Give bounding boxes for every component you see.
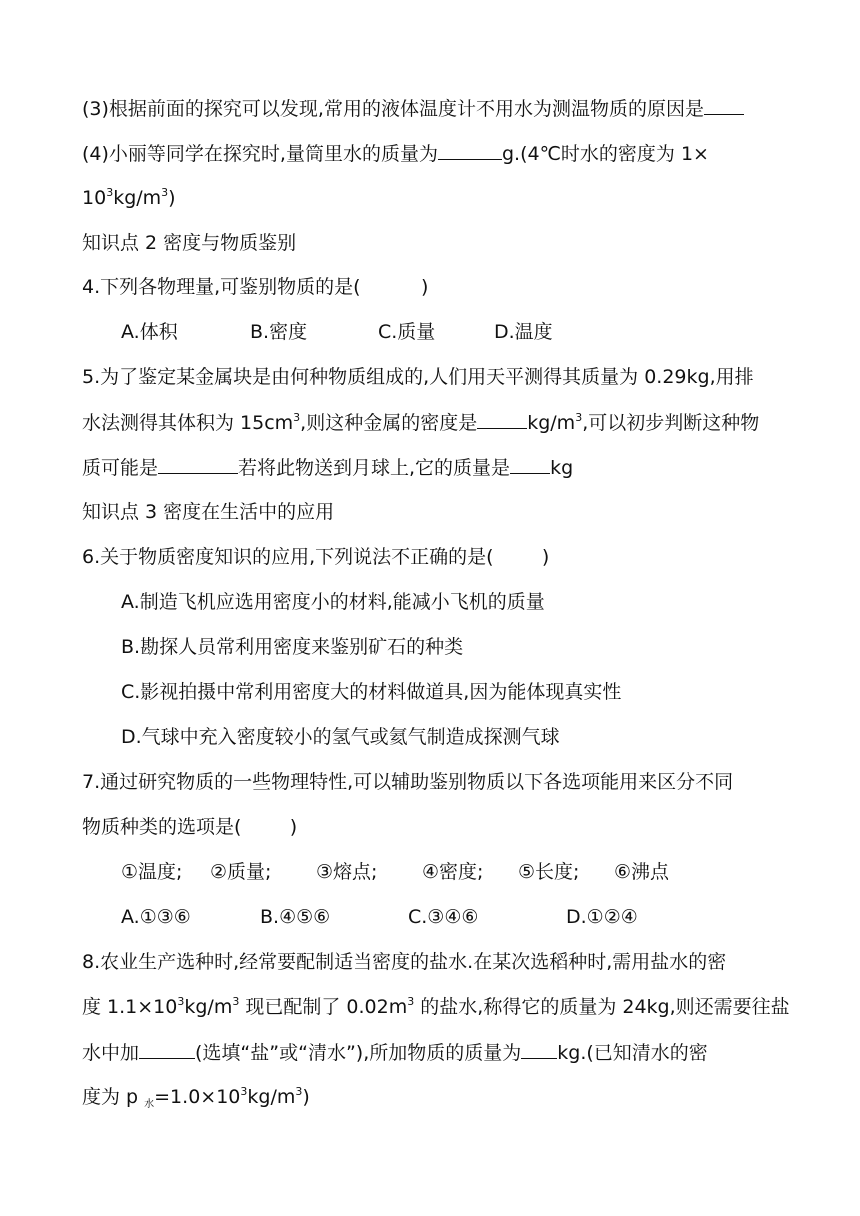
- q4-option-c[interactable]: C.质量: [378, 321, 436, 343]
- q8-line4: [82, 1085, 782, 1113]
- q3-part3-line: [82, 96, 782, 121]
- q7-prop-6: ⑥沸点: [614, 861, 670, 883]
- q7-option-d[interactable]: D.①②④: [566, 906, 638, 928]
- q6-stem: 6.关于物质密度知识的应用,下列说法不正确的是( ): [82, 546, 550, 568]
- q7-line1: 7.通过研究物质的一些物理特性,可以辅助鉴别物质以下各选项能用来区分不同: [82, 771, 734, 793]
- q6-option-d[interactable]: D.气球中充入密度较小的氢气或氦气制造成探测气球: [121, 726, 560, 748]
- superscript: 3: [407, 994, 415, 1008]
- q7-option-c[interactable]: C.③④⑥: [408, 906, 479, 928]
- superscript: 3: [177, 994, 185, 1008]
- q3-part4-line1: [82, 141, 782, 166]
- answer-blank[interactable]: [158, 455, 238, 474]
- section2-heading: 知识点 2 密度与物质鉴别: [82, 232, 297, 254]
- q7-prop-4: ④密度;: [422, 861, 484, 883]
- text-run: 度 1.1×10: [82, 996, 178, 1018]
- q7-prop-5: ⑤长度;: [518, 861, 580, 883]
- q5-line2: [82, 410, 782, 435]
- q3-part4-suffix: g.(4℃时水的密度为 1×: [501, 143, 709, 165]
- superscript: 3: [240, 1084, 248, 1098]
- text-run: ): [302, 1086, 310, 1108]
- text-run: ,可以初步判断这种物: [582, 412, 760, 434]
- text-run: 度为 p: [82, 1086, 145, 1108]
- text-run: kg/m: [527, 412, 576, 434]
- q7-line2: 物质种类的选项是( ): [82, 816, 298, 838]
- q4-option-a[interactable]: A.体积: [121, 321, 178, 343]
- text-run: 现已配制了 0.02m: [239, 996, 408, 1018]
- text-run: 若将此物送到月球上,它的质量是: [238, 457, 511, 479]
- superscript: 3: [161, 185, 169, 199]
- q5-line3: [82, 455, 782, 480]
- q7-prop-3: ③熔点;: [316, 861, 378, 883]
- text-run: ,则这种金属的密度是: [300, 412, 478, 434]
- text-run: 的盐水,称得它的质量为 24kg,则还需要往盐: [414, 996, 790, 1018]
- answer-blank[interactable]: [521, 1040, 557, 1059]
- q6-option-c[interactable]: C.影视拍摄中常利用密度大的材料做道具,因为能体现真实性: [121, 681, 622, 703]
- q7-option-a[interactable]: A.①③⑥: [121, 906, 191, 928]
- text-run: kg: [550, 457, 574, 479]
- subscript: 水: [144, 1099, 155, 1110]
- q6-option-a[interactable]: A.制造飞机应选用密度小的材料,能减小飞机的质量: [121, 591, 545, 613]
- answer-blank[interactable]: [139, 1040, 195, 1059]
- text-run: 水法测得其体积为 15cm: [82, 412, 294, 434]
- q7-prop-2: ②质量;: [210, 861, 272, 883]
- answer-blank[interactable]: [477, 410, 527, 429]
- text-run: kg/m: [247, 1086, 296, 1108]
- q3-part4-text: (4)小丽等同学在探究时,量筒里水的质量为: [82, 143, 438, 165]
- q3-part4-line2: [82, 186, 782, 210]
- q8-line3: [82, 1040, 782, 1065]
- q4-option-b[interactable]: B.密度: [250, 321, 308, 343]
- text-run: (选填“盐”或“清水”),所加物质的质量为: [195, 1042, 522, 1064]
- q8-line2: [82, 994, 790, 1019]
- text-run: kg/m: [184, 996, 233, 1018]
- q3-part3-text: (3)根据前面的探究可以发现,常用的液体温度计不用水为测温物质的原因是: [82, 98, 704, 120]
- q7-prop-1: ①温度;: [121, 861, 183, 883]
- superscript: 3: [295, 1084, 303, 1098]
- text-run: kg.(已知清水的密: [557, 1042, 708, 1064]
- answer-blank[interactable]: [704, 96, 744, 115]
- q4-stem: 4.下列各物理量,可鉴别物质的是( ): [82, 276, 429, 298]
- text-run: 10: [82, 187, 107, 209]
- superscript: 3: [293, 410, 301, 424]
- superscript: 3: [232, 994, 240, 1008]
- superscript: 3: [106, 185, 114, 199]
- q6-option-b[interactable]: B.勘探人员常利用密度来鉴别矿石的种类: [121, 636, 464, 658]
- q7-option-b[interactable]: B.④⑤⑥: [260, 906, 331, 928]
- q8-line1: 8.农业生产选种时,经常要配制适当密度的盐水.在某次选稻种时,需用盐水的密: [82, 951, 727, 973]
- text-run: 水中加: [82, 1042, 140, 1064]
- q4-option-d[interactable]: D.温度: [494, 321, 553, 343]
- answer-blank[interactable]: [510, 455, 550, 474]
- answer-blank[interactable]: [438, 141, 502, 160]
- text-run: kg/m: [113, 187, 162, 209]
- text-run: 质可能是: [82, 457, 159, 479]
- text-run: =1.0×10: [154, 1086, 241, 1108]
- text-run: ): [168, 187, 176, 209]
- q5-line1: 5.为了鉴定某金属块是由何种物质组成的,人们用天平测得其质量为 0.29kg,用排: [82, 366, 754, 388]
- superscript: 3: [575, 410, 583, 424]
- section3-heading: 知识点 3 密度在生活中的应用: [82, 501, 335, 523]
